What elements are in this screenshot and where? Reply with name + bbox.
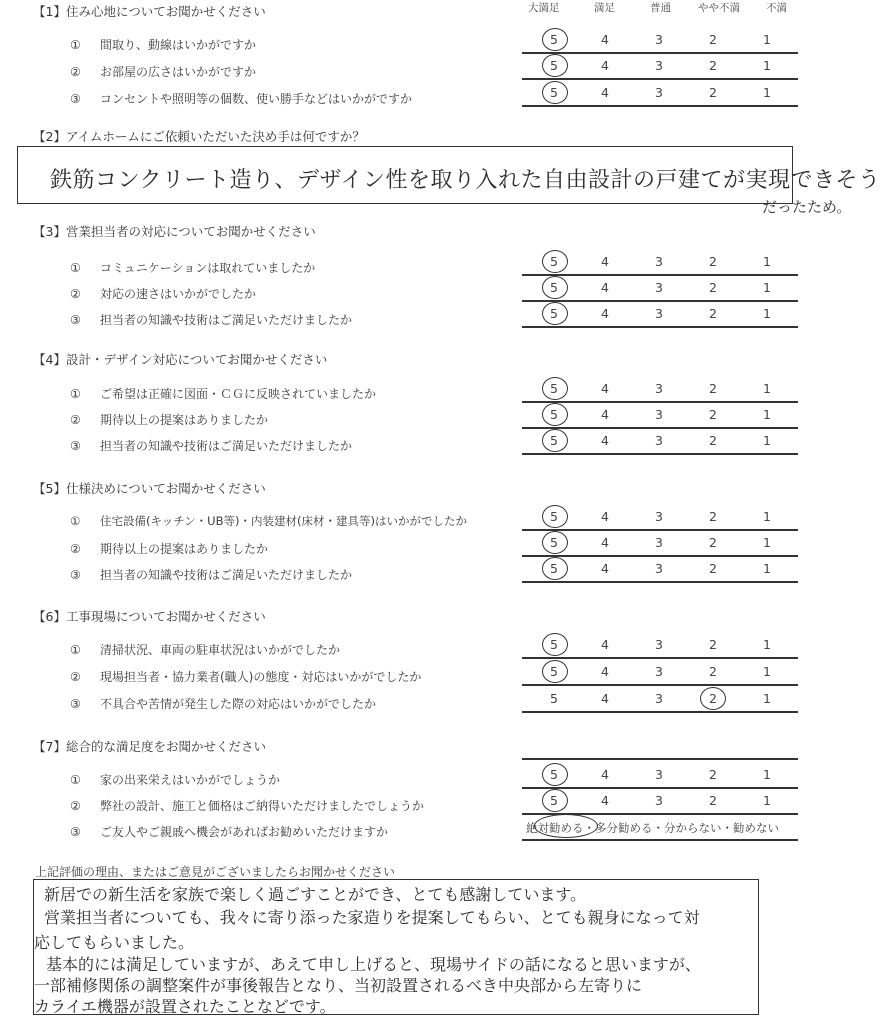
rating-scale-header (522, 0, 798, 14)
decision-reason-handwritten-line-2: だったため。 (762, 198, 852, 216)
section-4-title: 【4】設計・デザイン対応についてお聞かせください (33, 352, 328, 367)
section-7-title: 【7】総合的な満足度をお聞かせください (33, 739, 266, 754)
section-3-question-3: ③ 担当者の知識や技術はご満足いただけましたか (70, 313, 353, 327)
comment-handwritten-line-3: 応してもらいました。 (34, 933, 195, 952)
rating-row-1-2[interactable]: 5 4 3 2 1 (522, 54, 798, 80)
section-7-top-rule (522, 758, 798, 760)
section-3-question-2: ② 対応の速さはいかがでしたか (70, 287, 257, 301)
comment-handwritten-line-4: 基本的には満足していますが、あえて申し上げると、現場サイドの話になると思いますが、 (46, 955, 701, 974)
rating-row-5-1[interactable]: 5 4 3 2 1 (522, 505, 798, 531)
section-4-question-1: ① ご希望は正確に図面・ＣＧに反映されていましたか (70, 387, 377, 401)
section-5-title: 【5】仕様決めについてお聞かせください (33, 481, 266, 496)
section-1-question-2: ② お部屋の広さはいかがですか (70, 65, 257, 79)
rating-row-3-1[interactable]: 5 4 3 2 1 (522, 250, 798, 276)
recommend-options-row[interactable] (522, 815, 798, 841)
section-6-question-3: ③ 不具合や苦情が発生した際の対応はいかがでしたか (70, 697, 377, 711)
section-4-question-2: ② 期待以上の提案はありましたか (70, 413, 269, 427)
comments-title: 上記評価の理由、またはご意見がございましたらお聞かせください (35, 865, 396, 879)
decision-reason-handwritten-line-1: 鉄筋コンクリート造り、デザイン性を取り入れた自由設計の戸建てが実現できそう (50, 168, 881, 193)
scale-label-satisfied: 満足 (594, 2, 615, 14)
rating-row-4-1[interactable]: 5 4 3 2 1 (522, 377, 798, 403)
section-5-question-2: ② 期待以上の提案はありましたか (70, 542, 269, 556)
scale-label-neutral: 普通 (650, 2, 671, 14)
section-1-question-3: ③ コンセントや照明等の個数、使い勝手などはいかがですか (70, 92, 413, 106)
section-6-question-1: ① 清掃状況、車両の駐車状況はいかがでしたか (70, 643, 341, 657)
rating-row-6-3[interactable]: 5 4 3 2 1 (522, 687, 798, 713)
recommend-options-text: 絶対勧める・多分勧める・分からない・勧めない (526, 821, 779, 835)
section-6-title: 【6】工事現場についてお聞かせください (33, 609, 266, 624)
rating-row-7-1[interactable]: 5 4 3 2 1 (522, 763, 798, 789)
scale-label-somewhat-dissatisfied: やや不満 (698, 2, 740, 14)
rating-row-1-3[interactable]: 5 4 3 2 1 (522, 81, 798, 107)
section-5-question-3: ③ 担当者の知識や技術はご満足いただけましたか (70, 568, 353, 582)
rating-row-3-2[interactable]: 5 4 3 2 1 (522, 276, 798, 302)
section-2-title: 【2】アイムホームにご依頼いただいた決め手は何ですか？ (33, 129, 365, 144)
rating-row-5-3[interactable]: 5 4 3 2 1 (522, 557, 798, 583)
section-7-question-1: ① 家の出来栄えはいかがでしょうか (70, 773, 281, 787)
section-6-question-2: ② 現場担当者・協力業者(職人)の態度・対応はいかがでしたか (70, 670, 422, 684)
section-7-question-3: ③ ご友人やご親戚へ機会があればお勧めいただけますか (70, 825, 389, 839)
rating-row-6-1[interactable]: 5 4 3 2 1 (522, 633, 798, 659)
rating-row-7-2[interactable]: 5 4 3 2 1 (522, 789, 798, 815)
section-4-question-3: ③ 担当者の知識や技術はご満足いただけましたか (70, 439, 353, 453)
section-1-question-1: ① 間取り、動線はいかがですか (70, 38, 257, 52)
section-1-title: 【1】住み心地についてお聞かせください (33, 4, 266, 19)
section-7-question-2: ② 弊社の設計、施工と価格はご納得いただけましたでしょうか (70, 799, 425, 813)
comment-handwritten-line-1: 新居での新生活を家族で楽しく過ごすことができ、とても感謝しています。 (44, 885, 587, 904)
scale-label-dissatisfied: 不満 (766, 2, 787, 14)
comment-handwritten-line-2: 営業担当者についても、我々に寄り添った家造りを提案してもらい、とても親身になって対 (44, 908, 700, 927)
section-3-question-1: ① コミュニケーションは取れていましたか (70, 261, 316, 275)
scale-label-very-satisfied: 大満足 (528, 2, 560, 14)
rating-row-4-2[interactable]: 5 4 3 2 1 (522, 403, 798, 429)
section-3-title: 【3】営業担当者の対応についてお聞かせください (33, 224, 316, 239)
comment-handwritten-line-6: カライエ機器が設置されたことなどです。 (34, 997, 336, 1016)
rating-row-6-2[interactable]: 5 4 3 2 1 (522, 660, 798, 686)
comment-handwritten-line-5: 一部補修関係の調整案件が事後報告となり、当初設置されるべき中央部から左寄りに (34, 976, 643, 995)
rating-row-5-2[interactable]: 5 4 3 2 1 (522, 531, 798, 557)
rating-row-4-3[interactable]: 5 4 3 2 1 (522, 429, 798, 455)
rating-row-1-1[interactable]: 5 4 3 2 1 (522, 28, 798, 54)
section-5-question-1: ① 住宅設備(キッチン・UB等)・内装建材(床材・建具等)はいかがでしたか (70, 514, 467, 528)
rating-row-3-3[interactable]: 5 4 3 2 1 (522, 302, 798, 328)
